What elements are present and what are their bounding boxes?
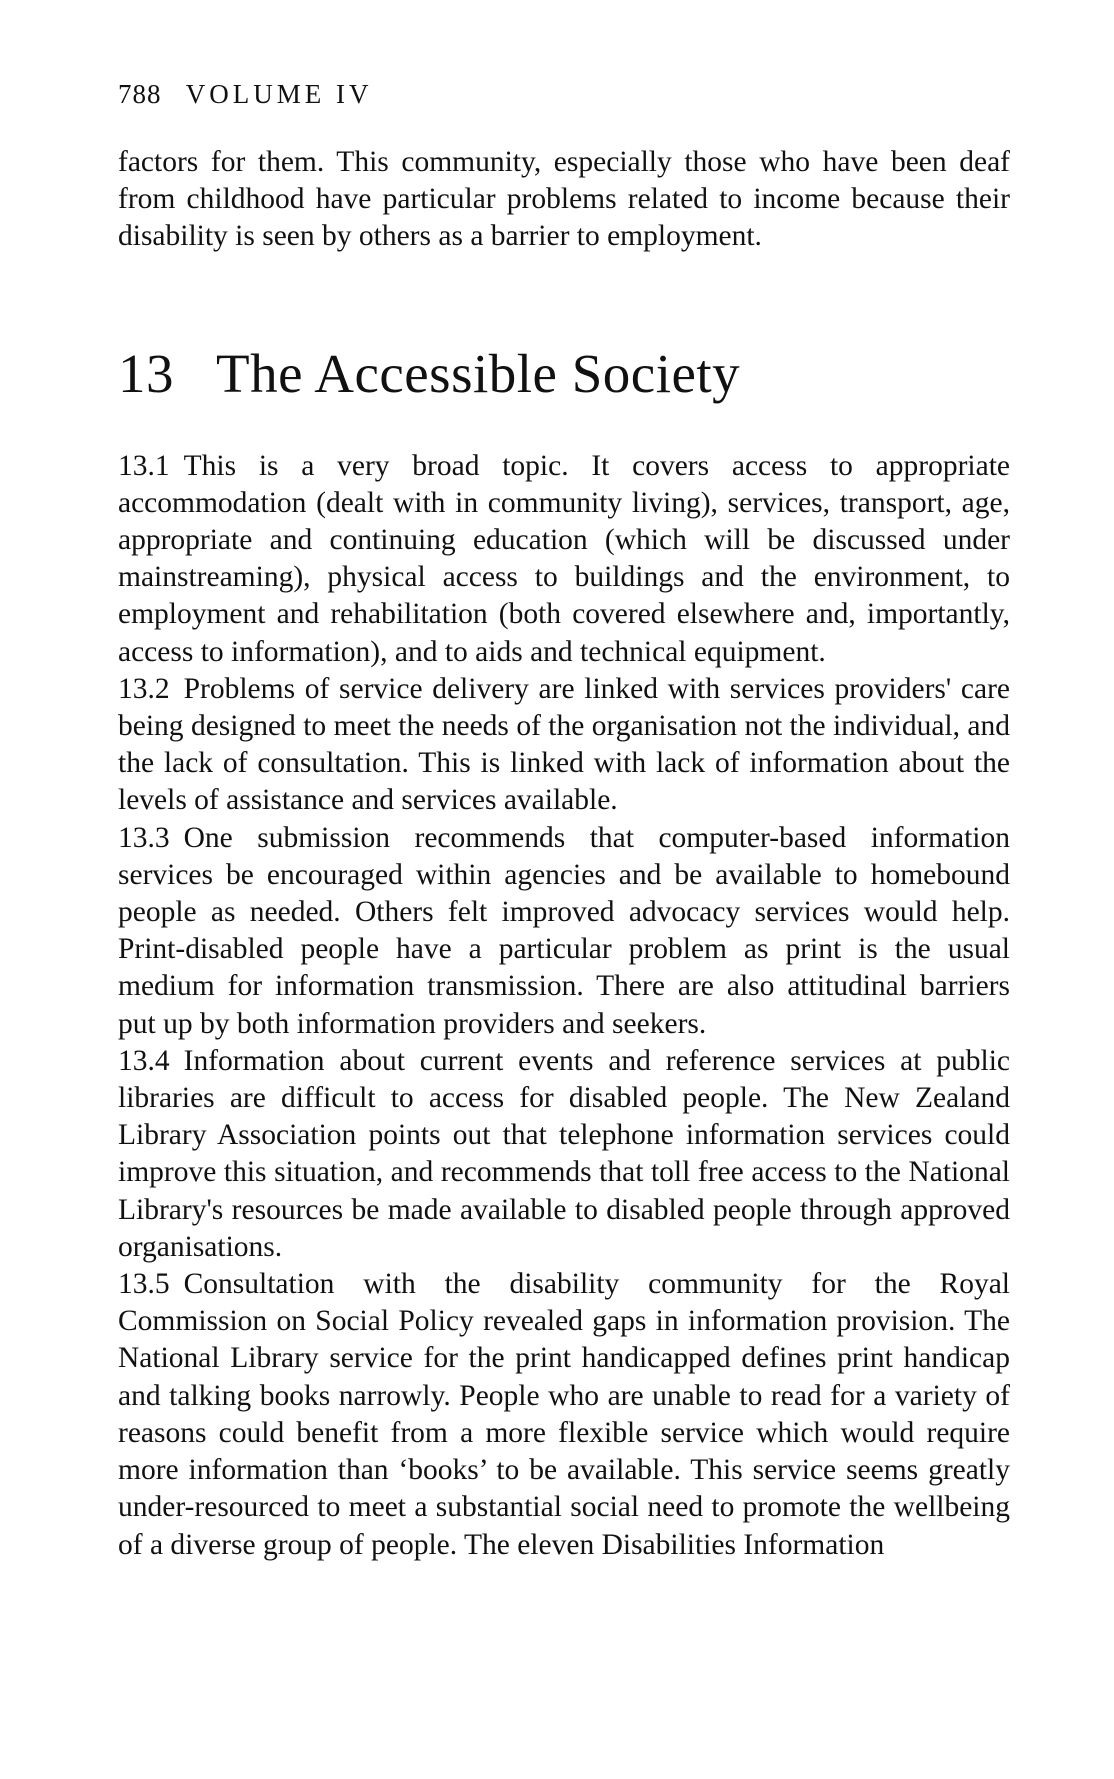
section-title: The Accessible Society [216,342,741,404]
paragraph-13-1 [118,448,1010,671]
paragraph-text: Information about current events and reference services at public libraries are difficult to access for disabled people. The New Zealand Library Association points out that telephone information services could improve this situation, and recommends that toll free access to the National Library's resources be made available to disabled people through approved organisations. [118,1044,1010,1263]
section-heading [118,342,1010,406]
paragraph-number: 13.4 [118,1044,170,1077]
page-number: 788 [118,79,162,109]
paragraph-text: Problems of service delivery are linked with services providers' care being designed to meet the needs of the organisation not the individual, and the lack of consultation. This is linked with lack of information about the levels of assistance and services available. [118,672,1010,817]
section-number: 13 [118,342,174,404]
paragraph-13-5 [118,1266,1010,1564]
paragraph-number: 13.1 [118,449,170,482]
paragraph-number: 13.3 [118,821,170,854]
paragraph-number: 13.2 [118,672,170,705]
paragraph-text: One submission recommends that computer-based information services be encouraged within agencies and be available to homebound people as needed. Others felt improved advocacy services would help. Print-disabled people have a particular problem as print is the usual medium for information transmission. There are also attitudinal barriers put up by both information providers and seekers. [118,821,1010,1040]
paragraph-text: Consultation with the disability community for the Royal Commission on Social Policy revealed gaps in information provision. The National Library service for the print handicapped defines print handicap and talking books narrowly. People who are unable to read for a variety of reasons could benefit from a more flexible service which would require more information than ‘books’ to be available. This service seems greatly under-resourced to meet a substantial social need to promote the wellbeing of a diverse group of people. The eleven Disabilities Information [118,1268,1010,1561]
paragraph-text: This is a very broad topic. It covers access to appropriate accommodation (dealt with in community living), services, transport, age, appropriate and continuing education (which will be discussed under mainstreaming), physical access to buildings and the environment, to employment and rehabilitation (both covered elsewhere and, importantly, access to information), and to aids and technical equipment. [118,449,1010,668]
paragraph-13-2 [118,671,1010,820]
running-head [118,78,1010,110]
document-page [118,78,1010,1564]
intro-paragraph: factors for them. This community, especially those who have been deaf from childhood have particular problems related to income because their disability is seen by others as a barrier to employment. [118,146,1010,253]
paragraph-13-4 [118,1043,1010,1266]
paragraph-13-3 [118,820,1010,1043]
paragraph-number: 13.5 [118,1268,170,1301]
volume-label: VOLUME IV [185,79,373,109]
